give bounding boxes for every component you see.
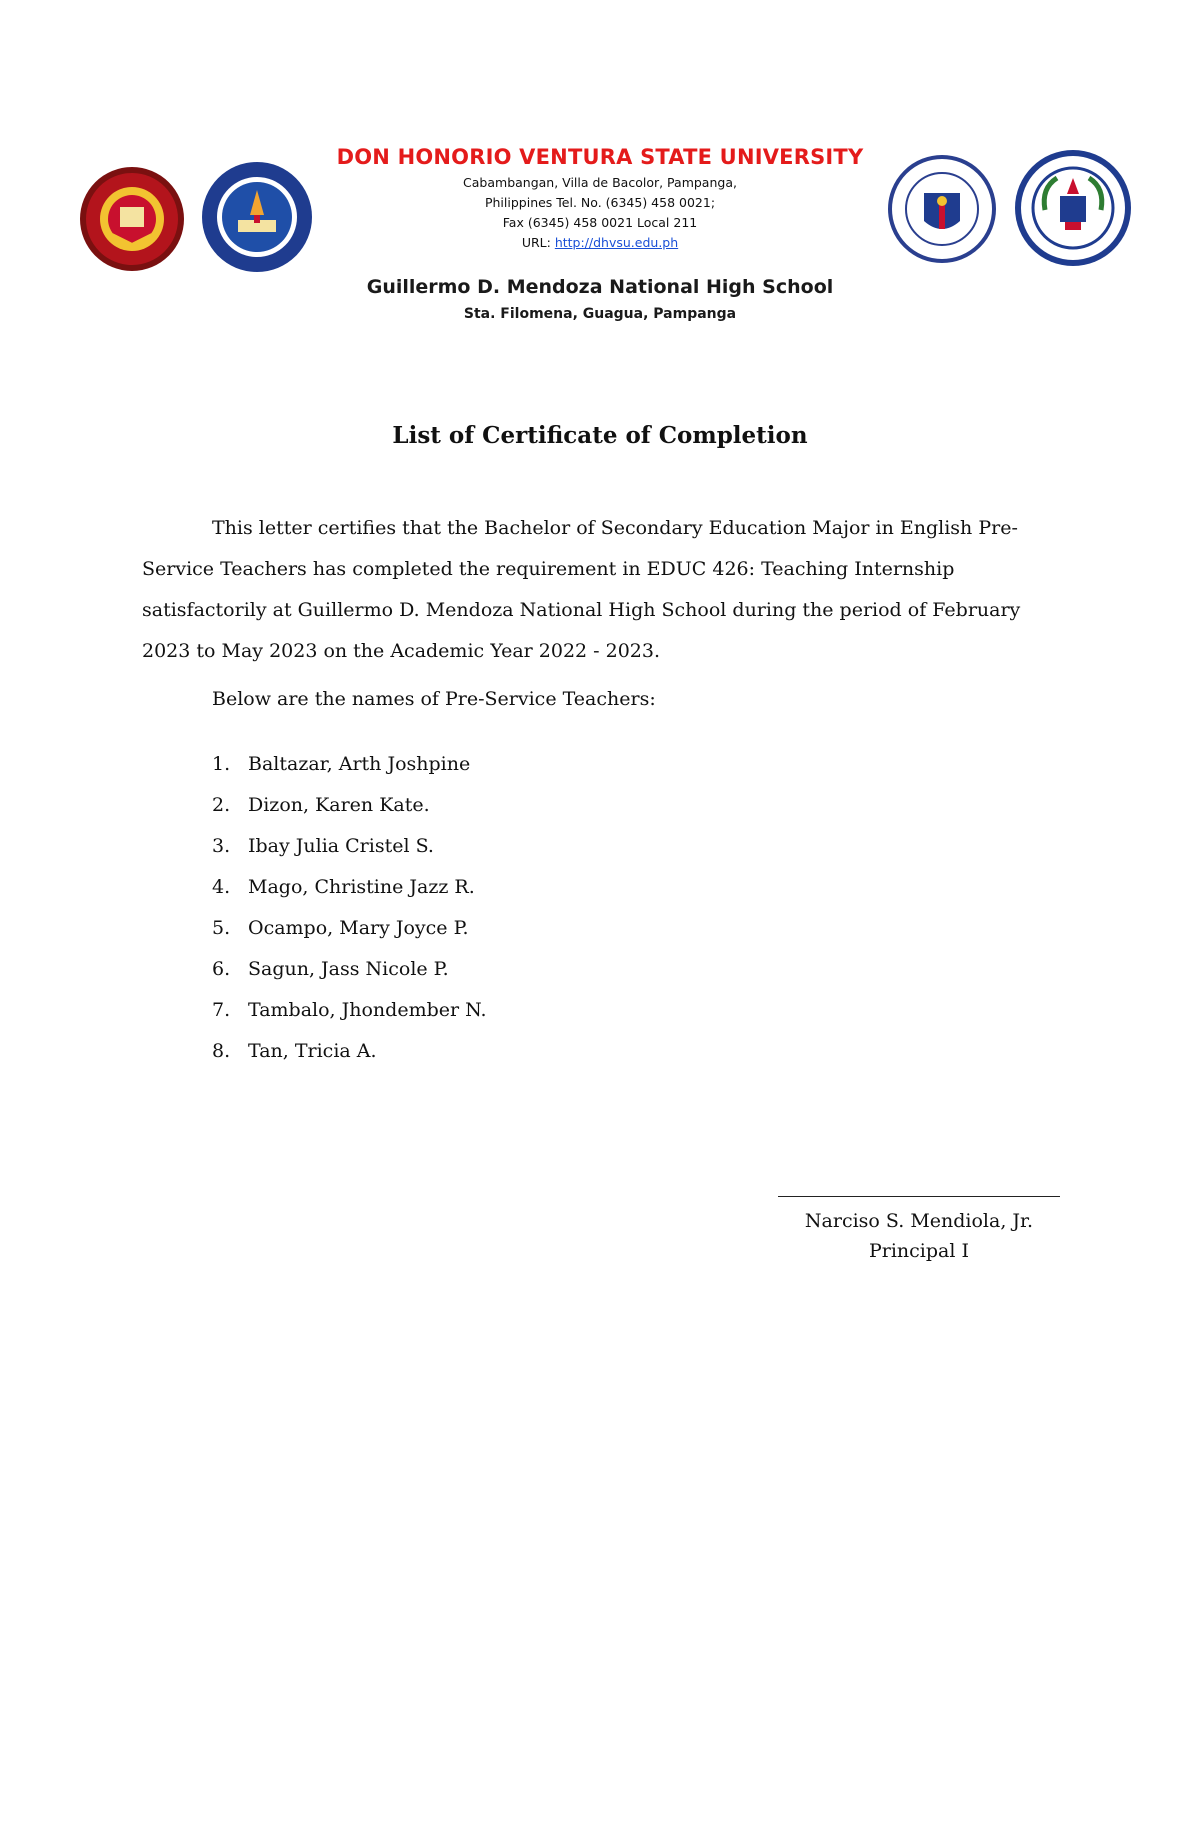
list-number: 1. <box>212 753 231 775</box>
signatory-name: Narciso S. Mendiola, Jr. <box>804 1210 1034 1232</box>
university-url-link[interactable]: http://dhvsu.edu.ph <box>554 235 679 250</box>
list-item <box>212 1031 487 1072</box>
list-item <box>212 744 487 785</box>
list-item <box>212 867 487 908</box>
teacher-name-list <box>212 744 487 1072</box>
school-seal-logo <box>1013 148 1133 268</box>
teacher-name: Ibay Julia Cristel S. <box>248 835 434 857</box>
list-number: 3. <box>212 835 231 857</box>
names-intro: Below are the names of Pre-Service Teachers: <box>212 688 656 710</box>
url-line <box>300 233 900 253</box>
list-item <box>212 949 487 990</box>
list-item <box>212 908 487 949</box>
teacher-name: Tan, Tricia A. <box>248 1040 377 1062</box>
school-name: Guillermo D. Mendoza National High School <box>366 276 834 298</box>
university-name: DON HONORIO VENTURA STATE UNIVERSITY <box>336 145 864 169</box>
school-address: Sta. Filomena, Guagua, Pampanga <box>463 306 737 322</box>
list-number: 7. <box>212 999 231 1021</box>
address-line-3: Fax (6345) 458 0021 Local 211 <box>502 215 698 230</box>
signatory-title: Principal I <box>868 1240 969 1262</box>
list-number: 6. <box>212 958 231 980</box>
teacher-name: Sagun, Jass Nicole P. <box>248 958 449 980</box>
university-header <box>300 145 900 253</box>
dhvsu-seal-logo <box>78 165 186 273</box>
body-paragraph <box>142 508 1064 672</box>
url-label: URL: <box>521 235 551 250</box>
teacher-name: Baltazar, Arth Joshpine <box>248 753 471 775</box>
teacher-name: Dizon, Karen Kate. <box>248 794 430 816</box>
signature-line <box>778 1196 1060 1197</box>
teacher-name: Tambalo, Jhondember N. <box>248 999 487 1021</box>
document-title: List of Certificate of Completion <box>392 422 808 449</box>
list-item <box>212 990 487 1031</box>
list-number: 4. <box>212 876 231 898</box>
college-of-education-seal-logo <box>200 160 314 274</box>
deped-seal-logo <box>888 155 996 263</box>
address-line-1: Cabambangan, Villa de Bacolor, Pampanga, <box>463 175 737 190</box>
list-number: 2. <box>212 794 231 816</box>
address-line-2: Philippines Tel. No. (6345) 458 0021; <box>484 195 716 210</box>
list-item <box>212 826 487 867</box>
list-item <box>212 785 487 826</box>
list-number: 8. <box>212 1040 231 1062</box>
paragraph-text: This letter certifies that the Bachelor of Secondary Education Major in English Pre-Service Teachers has completed the requirement in EDUC 426: Teaching Internship satisfactorily at Guillermo D. Mendoza National High School during the period of February 2023 to May 2023 on the Academic Year 2022 - 2023. <box>142 517 1021 662</box>
teacher-name: Mago, Christine Jazz R. <box>248 876 475 898</box>
school-header <box>300 276 900 322</box>
list-number: 5. <box>212 917 231 939</box>
teacher-name: Ocampo, Mary Joyce P. <box>248 917 469 939</box>
